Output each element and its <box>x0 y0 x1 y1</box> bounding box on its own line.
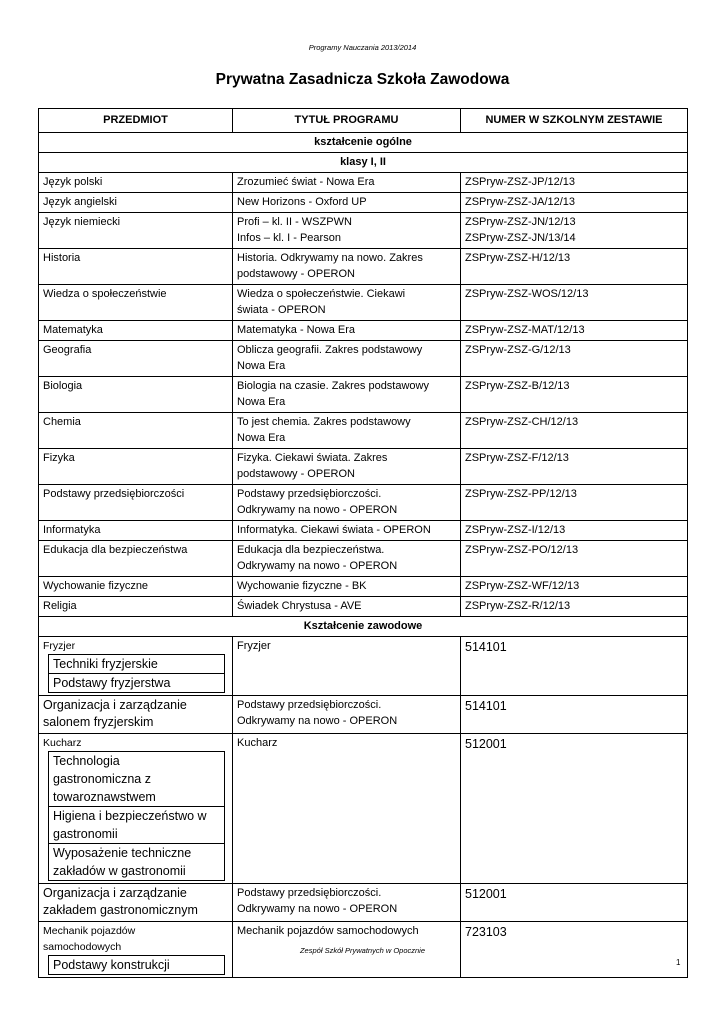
section-label-classes: klasy I, II <box>39 153 688 173</box>
page-number: 1 <box>676 958 681 967</box>
table-row <box>39 541 688 577</box>
section-row-general <box>39 133 688 153</box>
table-row <box>39 449 688 485</box>
program-number-line: ZSPryw-ZSZ-G/12/13 <box>465 344 571 356</box>
table-row <box>39 173 688 193</box>
program-title-cell <box>233 249 461 285</box>
program-number-line: ZSPryw-ZSZ-WF/12/13 <box>465 580 580 592</box>
program-title-cell <box>233 285 461 321</box>
subject-cell: Chemia <box>39 413 233 449</box>
program-number-cell <box>461 173 688 193</box>
program-number-line: ZSPryw-ZSZ-CH/12/13 <box>465 416 579 428</box>
subject-line: Organizacja i zarządzanie <box>43 698 187 712</box>
vocational-subject-cell <box>39 637 233 696</box>
subject-cell: Informatyka <box>39 521 233 541</box>
table-row <box>39 321 688 341</box>
program-title-cell <box>233 485 461 521</box>
program-number-cell: 512001 <box>461 884 688 922</box>
program-title-line: Oblicza geografii. Zakres podstawowy <box>237 344 423 356</box>
profession-name: Fryzjer <box>43 640 76 652</box>
program-number-cell <box>461 485 688 521</box>
vocational-subject-cell <box>39 696 233 734</box>
subject-cell: Wiedza o społeczeństwie <box>39 285 233 321</box>
table-row <box>39 597 688 617</box>
subject-cell: Podstawy przedsiębiorczości <box>39 485 233 521</box>
program-number-cell <box>461 321 688 341</box>
section-label-vocational: Kształcenie zawodowe <box>39 617 688 637</box>
vocational-subject-cell <box>39 884 233 922</box>
page-header: Programy Nauczania 2013/2014 <box>308 43 417 52</box>
column-header-program-title: TYTUŁ PROGRAMU <box>233 109 461 133</box>
program-number-line: ZSPryw-ZSZ-PO/12/13 <box>465 544 579 556</box>
module-name-line: Technologia <box>53 754 120 768</box>
program-title-cell <box>233 541 461 577</box>
profession-name: samochodowych <box>43 941 122 953</box>
program-title-cell <box>233 213 461 249</box>
program-title-line: New Horizons - Oxford UP <box>237 196 367 208</box>
program-title-cell <box>233 193 461 213</box>
program-title-line: Odkrywamy na nowo - OPERON <box>237 504 398 516</box>
module-name-line: gastronomii <box>53 827 118 841</box>
vocational-row <box>39 734 688 884</box>
program-number-line: ZSPryw-ZSZ-JN/13/14 <box>465 232 576 244</box>
program-title-line: Profi – kl. II - WSZPWN <box>237 216 352 228</box>
table-row <box>39 521 688 541</box>
program-title-line: Matematyka - Nowa Era <box>237 324 355 336</box>
subject-cell: Historia <box>39 249 233 285</box>
table-row <box>39 341 688 377</box>
table-header-row <box>39 109 688 133</box>
program-number-line: ZSPryw-ZSZ-F/12/13 <box>465 452 569 464</box>
program-title-line: Informatyka. Ciekawi świata - OPERON <box>237 524 431 536</box>
program-title-cell: Kucharz <box>233 734 461 884</box>
program-title-line: Odkrywamy na nowo - OPERON <box>237 903 398 915</box>
program-number-cell: 514101 <box>461 637 688 696</box>
program-title-line: Wychowanie fizyczne - BK <box>237 580 367 592</box>
table-row <box>39 213 688 249</box>
program-title-cell <box>233 597 461 617</box>
program-title-cell <box>233 449 461 485</box>
table-row <box>39 249 688 285</box>
module-box: Podstawy konstrukcji <box>48 955 225 975</box>
program-number-line: ZSPryw-ZSZ-I/12/13 <box>465 524 566 536</box>
program-title-line: Infos – kl. I - Pearson <box>237 232 341 244</box>
program-title-line: Nowa Era <box>237 360 286 372</box>
table-row <box>39 413 688 449</box>
program-title-cell <box>233 696 461 734</box>
program-title-cell <box>233 521 461 541</box>
program-number-cell <box>461 541 688 577</box>
table-row <box>39 577 688 597</box>
program-number-cell <box>461 521 688 541</box>
program-title-line: Historia. Odkrywamy na nowo. Zakres <box>237 252 423 264</box>
subject-cell: Wychowanie fizyczne <box>39 577 233 597</box>
subject-line: Organizacja i zarządzanie <box>43 886 187 900</box>
table-row <box>39 377 688 413</box>
program-title-line: Podstawy przedsiębiorczości. <box>237 699 382 711</box>
program-title-cell: Fryzjer <box>233 637 461 696</box>
program-title-line: Nowa Era <box>237 396 286 408</box>
program-title-line: To jest chemia. Zakres podstawowy <box>237 416 411 428</box>
program-title-line: Podstawy przedsiębiorczości. <box>237 488 382 500</box>
program-title-line: podstawowy - OPERON <box>237 268 355 280</box>
program-title-line: Fizyka. Ciekawi świata. Zakres <box>237 452 388 464</box>
program-number-cell: 514101 <box>461 696 688 734</box>
subject-line: salonem fryzjerskim <box>43 715 154 729</box>
subject-cell: Język polski <box>39 173 233 193</box>
subject-cell: Język niemiecki <box>39 213 233 249</box>
program-title-cell <box>233 413 461 449</box>
column-header-number: NUMER W SZKOLNYM ZESTAWIE <box>461 109 688 133</box>
module-name-line: towaroznawstwem <box>53 790 156 804</box>
program-number-cell <box>461 577 688 597</box>
subject-cell: Edukacja dla bezpieczeństwa <box>39 541 233 577</box>
vocational-row <box>39 884 688 922</box>
program-number-cell <box>461 413 688 449</box>
program-title-line: Świadek Chrystusa - AVE <box>237 600 362 612</box>
program-number-line: ZSPryw-ZSZ-WOS/12/13 <box>465 288 589 300</box>
subject-cell: Fizyka <box>39 449 233 485</box>
program-title-line: Odkrywamy na nowo - OPERON <box>237 560 398 572</box>
program-number-cell: 512001 <box>461 734 688 884</box>
subject-cell: Religia <box>39 597 233 617</box>
program-title-cell <box>233 341 461 377</box>
program-number-cell <box>461 377 688 413</box>
program-number-line: ZSPryw-ZSZ-JP/12/13 <box>465 176 576 188</box>
module-name-line: gastronomiczna z <box>53 772 151 786</box>
program-title-line: podstawowy - OPERON <box>237 468 355 480</box>
vocational-row <box>39 637 688 696</box>
program-title-cell <box>233 577 461 597</box>
program-title-line: Edukacja dla bezpieczeństwa. <box>237 544 385 556</box>
table-row <box>39 285 688 321</box>
subject-cell: Geografia <box>39 341 233 377</box>
vocational-subject-cell <box>39 734 233 884</box>
program-title-line: Nowa Era <box>237 432 286 444</box>
section-row-vocational <box>39 617 688 637</box>
program-number-line: ZSPryw-ZSZ-MAT/12/13 <box>465 324 585 336</box>
program-number-line: ZSPryw-ZSZ-PP/12/13 <box>465 488 577 500</box>
program-number-line: ZSPryw-ZSZ-R/12/13 <box>465 600 571 612</box>
section-label-general: kształcenie ogólne <box>39 133 688 153</box>
program-title-line: Biologia na czasie. Zakres podstawowy <box>237 380 429 392</box>
program-number-cell <box>461 597 688 617</box>
profession-name: Mechanik pojazdów <box>43 925 136 937</box>
page-footer: Zespół Szkół Prywatnych w Opocznie <box>299 946 426 955</box>
module-box: Techniki fryzjerskie <box>48 654 225 674</box>
program-number-line: ZSPryw-ZSZ-JN/12/13 <box>465 216 576 228</box>
program-title-cell <box>233 173 461 193</box>
profession-name: Kucharz <box>43 737 82 749</box>
table-body <box>39 133 688 978</box>
program-number-line: ZSPryw-ZSZ-B/12/13 <box>465 380 570 392</box>
program-number-cell <box>461 285 688 321</box>
program-number-cell <box>461 341 688 377</box>
program-number-cell <box>461 213 688 249</box>
module-box: Podstawy fryzjerstwa <box>48 674 225 693</box>
module-box <box>48 807 225 844</box>
section-row-classes <box>39 153 688 173</box>
subject-cell: Matematyka <box>39 321 233 341</box>
program-title-line: Zrozumieć świat - Nowa Era <box>237 176 375 188</box>
module-name-line: Higiena i bezpieczeństwo w <box>53 809 207 823</box>
module-box <box>48 751 225 807</box>
column-header-subject: PRZEDMIOT <box>39 109 233 133</box>
page-title: Prywatna Zasadnicza Szkoła Zawodowa <box>215 71 510 88</box>
program-title-line: Odkrywamy na nowo - OPERON <box>237 715 398 727</box>
vocational-row <box>39 696 688 734</box>
subject-cell: Biologia <box>39 377 233 413</box>
program-title-line: Wiedza o społeczeństwie. Ciekawi <box>237 288 406 300</box>
program-title-cell: Mechanik pojazdów samochodowych <box>233 922 461 978</box>
program-number-cell: 723103 <box>461 922 688 978</box>
program-title-line: świata - OPERON <box>237 304 326 316</box>
program-number-cell <box>461 249 688 285</box>
program-number-line: ZSPryw-ZSZ-H/12/13 <box>465 252 571 264</box>
module-name-line: zakładów w gastronomii <box>53 864 186 878</box>
subject-line: zakładem gastronomicznym <box>43 903 198 917</box>
table-row <box>39 193 688 213</box>
program-number-cell <box>461 193 688 213</box>
program-number-line: ZSPryw-ZSZ-JA/12/13 <box>465 196 576 208</box>
program-title-line: Podstawy przedsiębiorczości. <box>237 887 382 899</box>
module-box <box>48 844 225 881</box>
table-row <box>39 485 688 521</box>
program-title-cell <box>233 321 461 341</box>
curriculum-table <box>38 108 688 978</box>
program-title-cell <box>233 377 461 413</box>
program-number-cell <box>461 449 688 485</box>
subject-cell: Język angielski <box>39 193 233 213</box>
module-name-line: Wyposażenie techniczne <box>53 846 192 860</box>
program-title-cell <box>233 884 461 922</box>
